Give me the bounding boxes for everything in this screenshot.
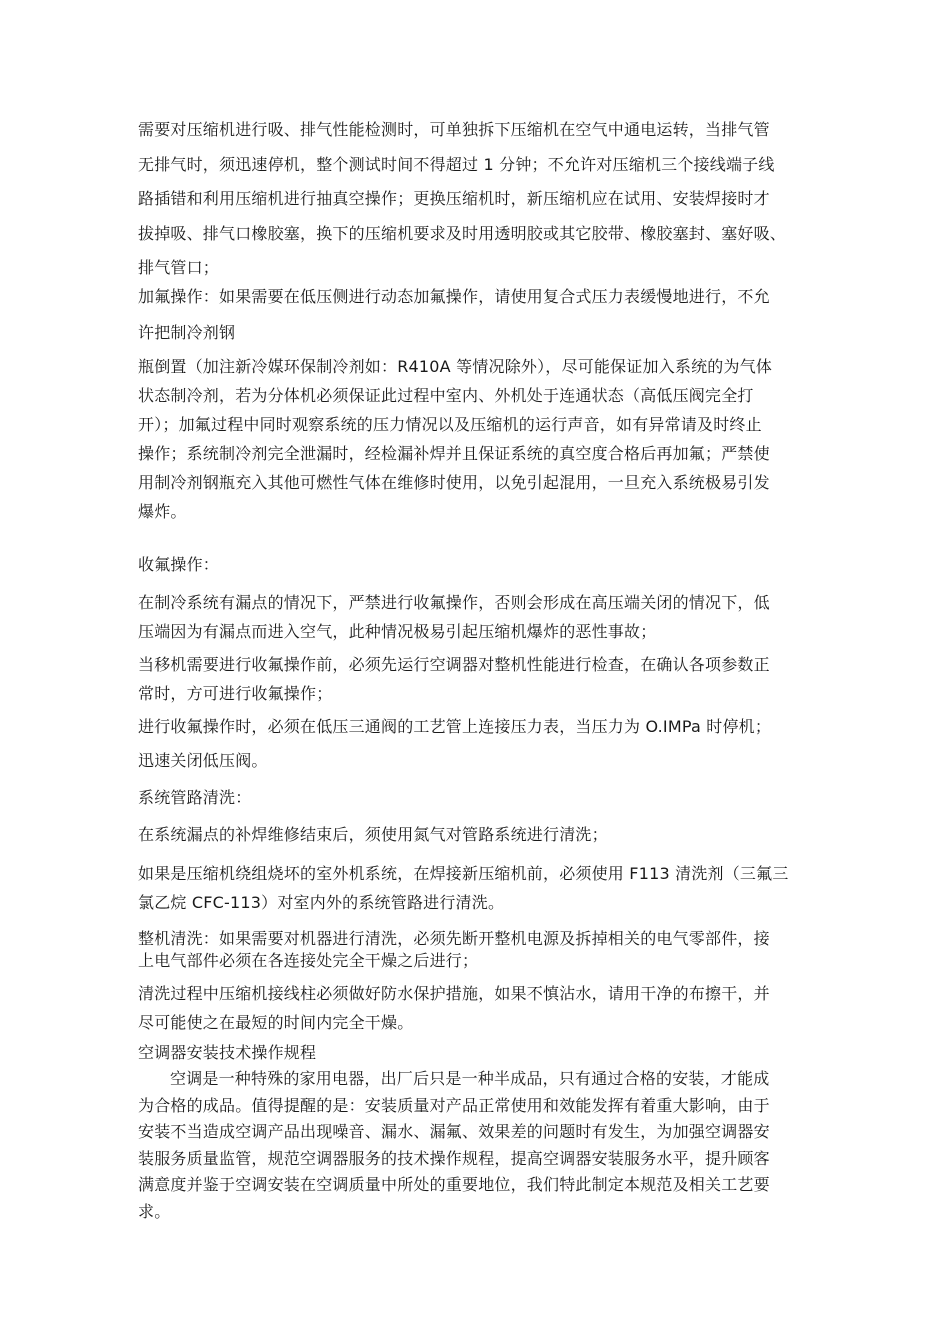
text-line: 在系统漏点的补焊维修结束后，须使用氮气对管路系统进行清洗； [138,825,608,844]
text-line: 清洗过程中压缩机接线柱必须做好防水保护措施，如果不慎沾水，请用干净的布擦干，并 [138,984,770,1003]
paragraph-pipe-1 [138,820,818,849]
paragraph-clean-2 [138,979,818,1037]
heading-recover [138,550,818,579]
text-line: 许把制冷剂钢 [138,323,236,342]
text-line: 迅速关闭低压阀。 [138,751,268,770]
text-line: 排气管口； [138,258,220,278]
text-line: 状态制冷剂，若为分体机必须保证此过程中室内、外机处于连通状态（高低压阀完全打 [138,386,754,405]
paragraph-refrigerant-add-cont [138,318,818,347]
text-line: 拔掉吸、排气口橡胶塞，换下的压缩机要求及时用透明胶或其它胶带、橡胶塞封、塞好吸、 [138,223,787,243]
text-line: 在制冷系统有漏点的情况下，严禁进行收氟操作，否则会形成在高压端关闭的情况下，低 [138,593,770,612]
section-heading: 系统管路清洗： [138,788,252,807]
text-line: 路插错和利用压缩机进行抽真空操作；更换压缩机时，新压缩机应在试用、安装焊接时才 [138,189,770,209]
text-line: 用制冷剂钢瓶充入其他可燃性气体在维修时使用，以免引起混用，一旦充入系统极易引发 [138,473,770,492]
text-line: 常时，方可进行收氟操作； [138,684,333,703]
paragraph-recover-3 [138,712,818,741]
paragraph-compressor-test [138,113,818,286]
paragraph-recover-2 [138,650,818,708]
text-line: 装服务质量监管，规范空调器服务的技术操作规程，提高空调器安装服务水平，提升顾客 [138,1148,770,1168]
text-line: 空调是一种特殊的家用电器，出厂后只是一种半成品，只有通过合格的安装，才能成 [170,1069,770,1088]
paragraph-refrigerant-add-body [138,352,818,526]
text-line: 尽可能使之在最短的时间内完全干燥。 [138,1013,414,1032]
text-line: 求。 [138,1201,171,1221]
heading-install [138,1040,818,1067]
paragraph-refrigerant-add-heading [138,282,818,311]
text-line: 进行收氟操作时，必须在低压三通阀的工艺管上连接压力表，当压力为 O.IMPa 时停机； [138,717,772,736]
text-line: 整机清洗：如果需要对机器进行清洗，必须先断开整机电源及拆掉相关的电气零部件，接 [138,929,770,948]
heading-pipe-cleaning [138,783,818,812]
paragraph-clean-1 [138,928,818,972]
text-line: 加氟操作：如果需要在低压侧进行动态加氟操作，请使用复合式压力表缓慢地进行，不允 [138,287,770,306]
text-line: 开）；加氟过程中同时观察系统的压力情况以及压缩机的运行声音，如有异常请及时终止 [138,415,762,434]
paragraph-recover-1 [138,588,818,646]
text-line: 爆炸。 [138,502,187,521]
paragraph-recover-4 [138,746,818,775]
text-line: 压端因为有漏点而进入空气，此种情况极易引起压缩机爆炸的恶性事故； [138,622,657,641]
paragraph-install-body [138,1066,818,1226]
section-heading: 收氟操作： [138,555,220,574]
text-line: 需要对压缩机进行吸、排气性能检测时，可单独拆下压缩机在空气中通电运转，当排气管 [138,120,770,139]
paragraph-pipe-2 [138,859,818,917]
text-line: 当移机需要进行收氟操作前，必须先运行空调器对整机性能进行检查，在确认各项参数正 [138,655,770,674]
text-line: 瓶倒置（加注新冷媒环保制冷剂如：R410A 等情况除外），尽可能保证加入系统的为气体 [138,357,773,376]
text-line: 安装不当造成空调产品出现噪音、漏水、漏氟、效果差的问题时有发生，为加强空调器安 [138,1122,770,1142]
text-line: 满意度并鉴于空调安装在空调质量中所处的重要地位，我们特此制定本规范及相关工艺要 [138,1175,770,1195]
text-line: 氯乙烷 CFC-113）对室内外的系统管路进行清洗。 [138,893,505,912]
section-heading: 空调器安装技术操作规程 [138,1043,317,1062]
text-line: 上电气部件必须在各连接处完全干燥之后进行； [138,951,479,970]
text-line: 为合格的成品。值得提醒的是：安装质量对产品正常使用和效能发挥有着重大影响，由于 [138,1095,770,1115]
text-line: 如果是压缩机绕组烧坏的室外机系统，在焊接新压缩机前，必须使用 F113 清洗剂（三氟三 [138,864,789,883]
text-line: 操作；系统制冷剂完全泄漏时，经检漏补焊并且保证系统的真空度合格后再加氟；严禁使 [138,444,770,463]
text-line: 无排气时，须迅速停机，整个测试时间不得超过 1 分钟；不允许对压缩机三个接线端子线 [138,154,775,174]
